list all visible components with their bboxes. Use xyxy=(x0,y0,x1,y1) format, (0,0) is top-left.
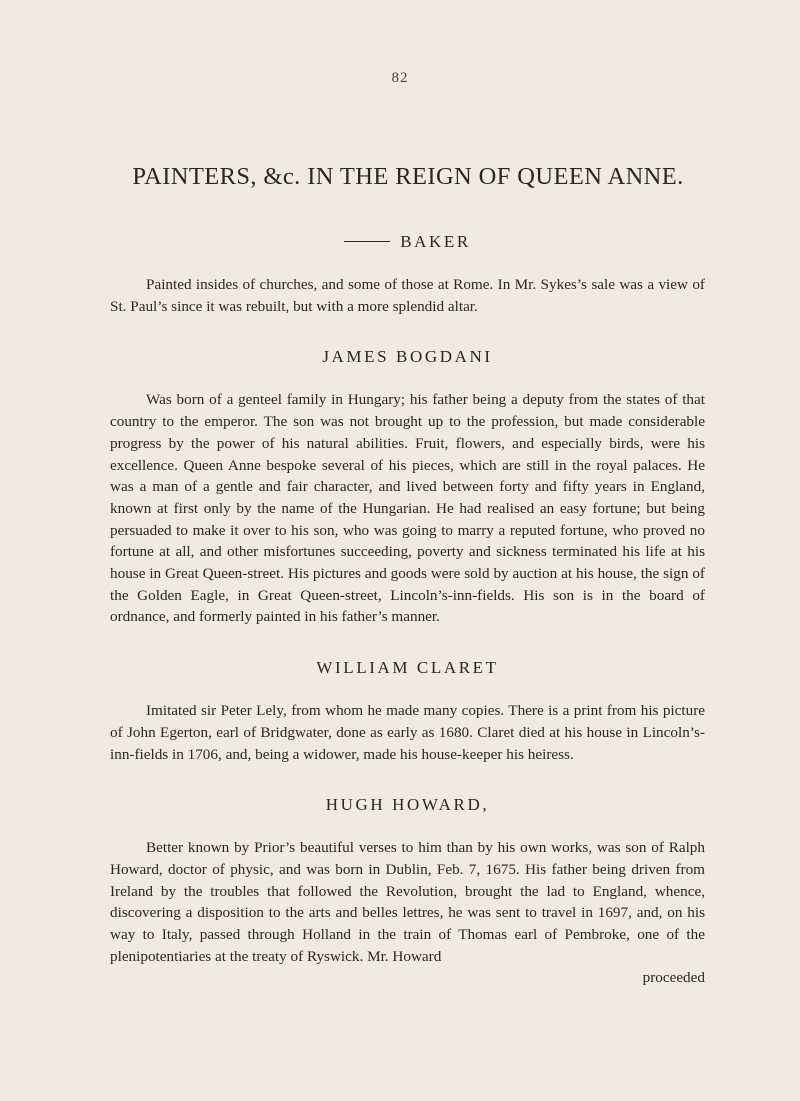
section-paragraph: Better known by Prior’s beautiful verses to him than by his own works, was son of Ralph Howard, doctor of physic, and was born in Dublin, Feb. 7, 1675. His father being driven from Ireland by the troubles that followed the Revolution, brought the lad to England, whence, discovering a disposition to the arts and belles lettres, he was sent to travel in 1697, and, on his way to Italy, passed through Holland in the train of Thomas earl of Pembroke, one of the plenipotentiaries at the treaty of Ryswick. Mr. Howard xyxy=(110,839,705,965)
page-content xyxy=(110,230,705,989)
section-heading: JAMES BOGDANI xyxy=(322,347,493,367)
section-heading: WILLIAM CLARET xyxy=(316,658,499,678)
heading-text: BAKER xyxy=(400,232,471,251)
catchword: proceeded xyxy=(642,969,705,987)
section-james-bogdani xyxy=(110,345,705,628)
page-number: 82 xyxy=(391,70,409,86)
section-baker xyxy=(110,230,705,317)
heading-rule xyxy=(344,241,390,242)
section-paragraph: Was born of a genteel family in Hungary; his father being a deputy from the states of that country to the emperor. The son was not brought up to the profession, but made considerable progress by the power of his natural abilities. Fruit, flowers, and especially birds, were his excellence. Queen Anne bespoke several of his pieces, which are still in the royal palaces. He was a man of a gentle and fair character, and lived between forty and fifty years in England, known at first only by the name of the Hungarian. He had realised an easy fortune; but being persuaded to make it over to his son, who was going to marry a reputed fortune, who proved no fortune at all, and other misfortunes succeeding, poverty and sickness terminated his life at his house in Great Queen-street. His pictures and goods were sold by auction at his house, the sign of the Golden Eagle, in Great Queen-street, Lincoln’s-inn-fields. His son is in the board of ordnance, and formerly painted in his father’s manner. xyxy=(110,391,705,626)
section-william-claret xyxy=(110,656,705,765)
section-heading: HUGH HOWARD, xyxy=(325,795,490,815)
section-heading xyxy=(110,230,705,254)
section-paragraph: Imitated sir Peter Lely, from whom he made many copies. There is a print from his picture of John Egerton, earl of Bridgwater, done as early as 1680. Claret died at his house in Lincoln’s-inn-fields in 1706, and, being a widower, made his house-keeper his heiress. xyxy=(110,702,705,763)
section-hugh-howard xyxy=(110,793,705,967)
section-paragraph: Painted insides of churches, and some of those at Rome. In Mr. Sykes’s sale was a view of St. Paul’s since it was rebuilt, but with a more splendid altar. xyxy=(110,276,705,315)
running-title: PAINTERS, &c. IN THE REIGN OF QUEEN ANNE. xyxy=(132,163,684,190)
